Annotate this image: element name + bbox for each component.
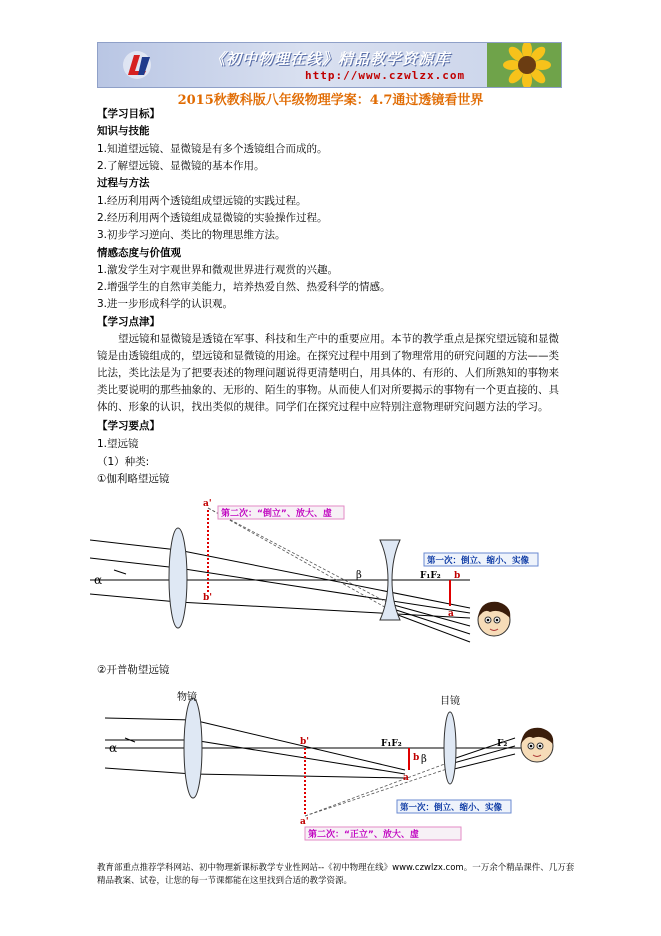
kepler-telescope-label: ②开普勒望远镜	[97, 664, 170, 676]
svg-text:a: a	[448, 609, 454, 619]
knowledge-item: 2.了解望远镜、显微镜的基本作用。	[97, 160, 265, 172]
observer-avatar	[521, 728, 553, 762]
svg-text:b: b	[413, 753, 420, 763]
subheading-knowledge: 知识与技能	[97, 125, 150, 137]
page-footer: 教育部重点推荐学科网站、初中物理新课标教学专业性网站--《初中物理在线》www.czwlzx.com。一万余个精品课件、几万套精品教案、试卷，让您的每一节课都能在这里找到合适的教学资源。	[97, 863, 575, 886]
attitude-item: 1.激发学生对宇观世界和微观世界进行观赏的兴趣。	[97, 264, 339, 276]
svg-text:β: β	[421, 754, 427, 765]
observer-avatar	[478, 602, 510, 636]
first-image-label: 第一次：倒立、缩小、实像	[400, 803, 503, 813]
site-url: http://www.czwlzx.com	[305, 69, 466, 82]
attitude-item: 3.进一步形成科学的认识观。	[97, 298, 234, 310]
svg-text:a': a'	[300, 817, 309, 827]
process-item: 3.初步学习逆向、类比的物理思维方法。	[97, 229, 286, 241]
section-heading-points: 【学习要点】	[97, 420, 160, 432]
svg-text:b: b	[454, 571, 461, 581]
svg-text:α: α	[94, 573, 103, 587]
svg-text:α: α	[109, 741, 118, 755]
section-heading-goals: 【学习目标】	[97, 108, 160, 120]
eyepiece-lens	[444, 712, 456, 784]
galileo-telescope-diagram	[90, 496, 540, 652]
header-banner	[97, 42, 562, 88]
document-title: 2015秋教科版八年级物理学案：4.7通过透镜看世界	[177, 93, 484, 108]
svg-text:F₂: F₂	[497, 739, 508, 749]
objective-lens	[169, 528, 187, 628]
svg-text:F₁F₂: F₁F₂	[381, 739, 402, 749]
first-image-label: 第一次：倒立、缩小、实像	[427, 556, 530, 566]
process-item: 2.经历利用两个透镜组成显微镜的实验操作过程。	[97, 212, 328, 224]
point-item-telescope: 1.望远镜	[97, 438, 139, 450]
section-heading-guide: 【学习点津】	[97, 316, 160, 328]
second-image-label: 第二次：“正立”、放大、虚	[308, 830, 419, 840]
svg-text:β: β	[356, 570, 362, 581]
kepler-telescope-diagram	[105, 690, 555, 842]
svg-text:b': b'	[203, 593, 213, 603]
svg-text:a': a'	[203, 499, 212, 509]
site-name: 《初中物理在线》精品教学资源库	[210, 50, 451, 68]
second-image-label: 第二次：“倒立”、放大、虚	[221, 509, 332, 519]
site-logo-icon	[120, 49, 154, 81]
subheading-attitude: 情感态度与价值观	[97, 247, 181, 259]
objective-lens	[184, 698, 202, 798]
attitude-item: 2.增强学生的自然审美能力，培养热爱自然、热爱科学的情感。	[97, 281, 391, 293]
svg-text:F₁F₂: F₁F₂	[420, 571, 441, 581]
guide-paragraph: 望远镜和显微镜是透镜在军事、科技和生产中的重要应用。本节的教学重点是探究望远镜和显微镜是由透镜组成的，望远镜和显微镜的用途。在探究过程中用到了物理常用的研究问题的方法——类比法，类比法是为了把要表述的物理问题说得更清楚明白，用具体的、有形的、人们所熟知的事物来类比要说明的那些抽象的、无形的、陌生的事物。从而使人们对所要揭示的事物有一个更直接的、具体的、形象的认识，找出类似的规律。同学们在探究过程中应特别注意物理研究问题方法的学习。	[97, 333, 559, 413]
process-item: 1.经历利用两个透镜组成望远镜的实践过程。	[97, 195, 307, 207]
sunflower-image	[487, 43, 561, 87]
svg-text:a: a	[403, 773, 409, 783]
knowledge-item: 1.知道望远镜、显微镜是有多个透镜组合而成的。	[97, 143, 328, 155]
svg-text:b': b'	[300, 737, 310, 747]
point-kinds: （1）种类:	[97, 456, 150, 468]
subheading-process: 过程与方法	[97, 177, 150, 189]
objective-label: 物镜	[177, 692, 197, 703]
eyepiece-label: 目镜	[440, 696, 460, 707]
galileo-telescope-label: ①伽利略望远镜	[97, 473, 170, 485]
